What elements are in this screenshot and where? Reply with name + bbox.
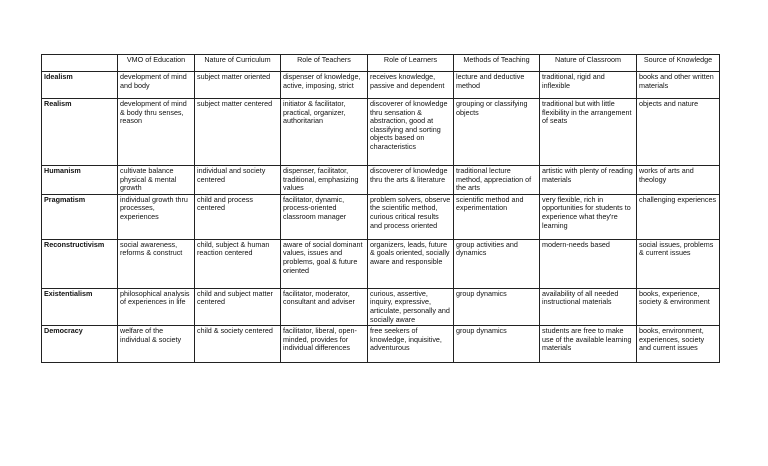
table-row [42, 239, 720, 288]
table-cell: subject matter oriented [195, 72, 281, 99]
table-row [42, 166, 720, 195]
table-cell: dispenser of knowledge, active, imposing, strict [281, 72, 368, 99]
table-cell: cultivate balance physical & mental growth [118, 166, 195, 195]
table-cell: traditional but with little flexibility in the arrangement of seats [540, 99, 637, 166]
table-cell: discoverer of knowledge thru sensation & abstraction, good at classifying and sorting objects based on characteristics [368, 99, 454, 166]
philosophies-table [41, 54, 720, 363]
table-cell: group dynamics [454, 288, 540, 325]
table-cell: free seekers of knowledge, inquisitive, adventurous [368, 326, 454, 363]
page-content [41, 54, 720, 363]
table-cell: traditional lecture method, appreciation of the arts [454, 166, 540, 195]
table-cell: dispenser, facilitator, traditional, emphasizing values [281, 166, 368, 195]
table-cell: individual growth thru processes, experiences [118, 194, 195, 239]
table-cell: initiator & facilitator, practical, organizer, authoritarian [281, 99, 368, 166]
table-cell: students are free to make use of the available learning materials [540, 326, 637, 363]
table-cell: traditional, rigid and inflexible [540, 72, 637, 99]
table-cell: child & society centered [195, 326, 281, 363]
table-cell: development of mind and body [118, 72, 195, 99]
table-row [42, 326, 720, 363]
table-cell: availability of all needed instructional materials [540, 288, 637, 325]
table-cell: group dynamics [454, 326, 540, 363]
header-nature-of-curriculum: Nature of Curriculum [195, 55, 281, 72]
table-cell: subject matter centered [195, 99, 281, 166]
table-cell: problem solvers, observe the scientific method, curious critical results and process oriented [368, 194, 454, 239]
row-header: Democracy [42, 326, 118, 363]
table-cell: scientific method and experimentation [454, 194, 540, 239]
table-cell: aware of social dominant values, issues and problems, goal & future oriented [281, 239, 368, 288]
header-vmo-of-education: VMO of Education [118, 55, 195, 72]
table-cell: modern-needs based [540, 239, 637, 288]
row-header: Existentialism [42, 288, 118, 325]
header-source-of-knowledge: Source of Knowledge [637, 55, 720, 72]
table-cell: organizers, leads, future & goals oriented, socially aware and responsible [368, 239, 454, 288]
table-cell: development of mind & body thru senses, reason [118, 99, 195, 166]
header-nature-of-classroom: Nature of Classroom [540, 55, 637, 72]
table-cell: challenging experiences [637, 194, 720, 239]
table-cell: books and other written materials [637, 72, 720, 99]
table-cell: facilitator, dynamic, process-oriented classroom manager [281, 194, 368, 239]
table-cell: welfare of the individual & society [118, 326, 195, 363]
table-row [42, 72, 720, 99]
table-cell: social issues, problems & current issues [637, 239, 720, 288]
table-cell: artistic with plenty of reading materials [540, 166, 637, 195]
header-role-of-learners: Role of Learners [368, 55, 454, 72]
table-cell: individual and society centered [195, 166, 281, 195]
table-cell: discoverer of knowledge thru the arts & literature [368, 166, 454, 195]
table-cell: grouping or classifying objects [454, 99, 540, 166]
row-header: Pragmatism [42, 194, 118, 239]
table-cell: social awareness, reforms & construct [118, 239, 195, 288]
table-cell: facilitator, moderator, consultant and adviser [281, 288, 368, 325]
table-row [42, 194, 720, 239]
table-cell: works of arts and theology [637, 166, 720, 195]
row-header: Reconstructivism [42, 239, 118, 288]
row-header: Idealism [42, 72, 118, 99]
table-cell: child and process centered [195, 194, 281, 239]
table-cell: very flexible, rich in opportunities for students to experience what they're learning [540, 194, 637, 239]
table-cell: group activities and dynamics [454, 239, 540, 288]
table-cell: lecture and deductive method [454, 72, 540, 99]
table-cell: philosophical analysis of experiences in life [118, 288, 195, 325]
row-header: Realism [42, 99, 118, 166]
table-row [42, 99, 720, 166]
header-methods-of-teaching: Methods of Teaching [454, 55, 540, 72]
header-role-of-teachers: Role of Teachers [281, 55, 368, 72]
table-cell: books, experience, society & environment [637, 288, 720, 325]
table-cell: receives knowledge, passive and dependent [368, 72, 454, 99]
table-cell: child, subject & human reaction centered [195, 239, 281, 288]
table-cell: books, environment, experiences, society and current issues [637, 326, 720, 363]
table-row [42, 288, 720, 325]
header-row [42, 55, 720, 72]
table-cell: curious, assertive, inquiry, expressive, articulate, personally and socially aware [368, 288, 454, 325]
table-cell: child and subject matter centered [195, 288, 281, 325]
table-cell: objects and nature [637, 99, 720, 166]
row-header: Humanism [42, 166, 118, 195]
table-cell: facilitator, liberal, open-minded, provides for individual differences [281, 326, 368, 363]
header-corner [42, 55, 118, 72]
